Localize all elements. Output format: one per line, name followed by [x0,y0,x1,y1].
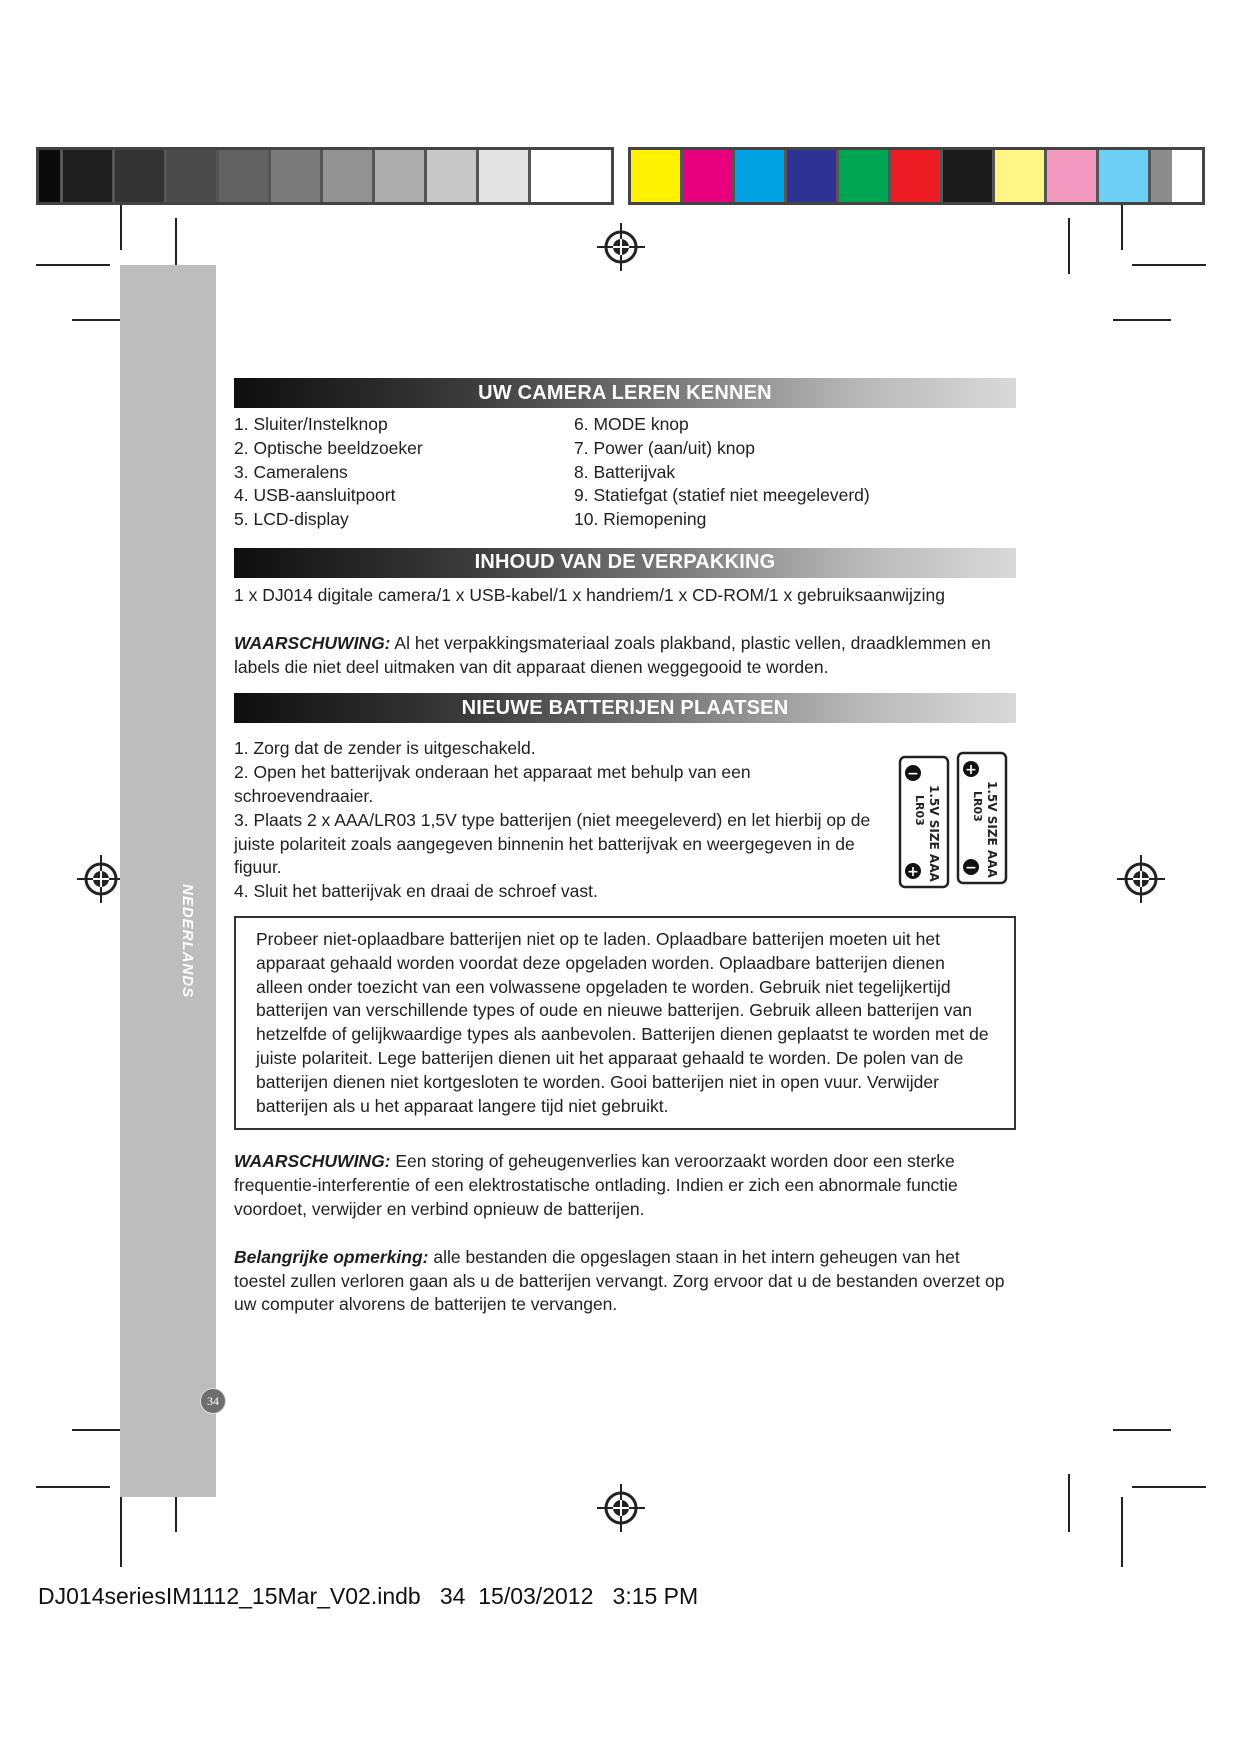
main-content [234,378,1016,1317]
gray-swatch [219,150,271,202]
plus-symbol: + [965,762,977,779]
section-header-batteries: NIEUWE BATTERIJEN PLAATSEN [234,693,1016,723]
camera-parts-list [234,413,1016,532]
package-contents: 1 x DJ014 digitale camera/1 x USB-kabel/1 x handriem/1 x CD-ROM/1 x gebruiksaanwijzing [234,584,945,605]
crop-mark [36,1486,110,1488]
page-sidebar [120,265,216,1497]
green-swatch [839,150,891,202]
important-note [234,1246,1016,1317]
plus-symbol: + [907,864,919,881]
crop-mark [1121,205,1123,250]
black-swatch [943,150,995,202]
battery-step: 2. Open het batterijvak onderaan het apparaat met behulp van een schroevendraaier. [234,762,751,806]
list-item: 9. Statiefgat (statief niet meegeleverd) [574,485,870,506]
list-item: 1. Sluiter/Instelknop [234,414,388,434]
package-warning [234,632,1016,680]
battery-instructions [234,737,1016,904]
parts-list-left [234,413,574,532]
battery-left [900,757,948,887]
gray-swatch [271,150,323,202]
yellow-swatch [631,150,683,202]
notice-text: Probeer niet-oplaadbare batterijen niet op te laden. Oplaadbare batterijen moeten uit het apparaat gehaald worden voordat deze opgeladen worden. Oplaadbare batterijen dienen alleen onder toezicht van een volwassene opgeladen te worden. Gebruik niet tegelijkertijd batterijen van verschillende types of oude en nieuwe batterijen. Gebruik alleen batterijen van hetzelfde of gelijkwaardige types als aanbevolen. Batterijen dienen geplaatst te worden met de juiste polariteit. Lege batterijen dienen uit het apparaat gehaald te worden. De polen van de batterijen dienen niet kortgesloten te worden. Gooi batterijen niet in open vuur. Verwijder batterijen als u het apparaat langere tijd niet gebruikt. [256,928,989,1116]
gray-swatch [479,150,531,202]
battery-step: 4. Sluit het batterijvak en draai de schroef vast. [234,881,598,902]
list-item: 3. Cameralens [234,461,348,482]
cyan-swatch [735,150,787,202]
gray-swatch [63,150,115,202]
crop-mark [1113,319,1171,321]
crop-mark [120,205,122,250]
crop-mark [1068,1474,1070,1532]
minus-symbol: − [907,766,919,783]
list-item: 4. USB-aansluitpoort [234,485,396,506]
light-yellow-swatch [995,150,1047,202]
gray-swatch [1151,150,1172,202]
battery-right [958,753,1006,883]
battery-step: 1. Zorg dat de zender is uitgeschakeld. [234,738,536,759]
gray-swatch [167,150,219,202]
battery-type-label: LR03 [913,795,926,827]
magenta-swatch [683,150,735,202]
crop-mark [1113,1429,1171,1431]
grayscale-color-bar [36,147,614,205]
gray-swatch [323,150,375,202]
parts-list-right [574,413,1016,532]
warning-text: Een storing of geheugenverlies kan veroorzaakt worden door een sterke frequentie-interferentie of een elektrostatische ontlading. Indien er zich een abnormale functie voordoet, verwijder en verbind opnieuw de batterijen. [234,1151,958,1219]
battery-steps [234,737,874,904]
minus-symbol: − [965,860,977,877]
crop-mark [36,264,110,266]
interference-warning [234,1150,1016,1221]
gray-swatch [115,150,167,202]
list-item: 8. Batterijvak [574,461,676,482]
page-number: 34 [200,1388,226,1414]
registration-mark-icon [1117,855,1165,903]
list-item: 7. Power (aan/uit) knop [574,437,755,458]
list-item: 6. MODE knop [574,414,689,434]
battery-diagram [894,751,1014,901]
list-item: 5. LCD-display [234,509,349,530]
battery-step: 3. Plaats 2 x AAA/LR03 1,5V type batterijen (niet meegeleverd) en let hierbij op de juiste polariteit zoals aangegeven binnenin het batterijvak en weergegeven in de figuur. [234,809,871,878]
registration-mark-icon [77,855,125,903]
red-swatch [891,150,943,202]
warning-text: Al het verpakkingsmateriaal zoals plakband, plastic vellen, draadklemmen en labels die niet deel uitmaken van dit apparaat dienen weggegooid te worden. [234,632,991,677]
print-slug: DJ014seriesIM1112_15Mar_V02.indb 34 15/03/2012 3:15 PM [38,1583,699,1609]
battery-safety-notice [234,916,1016,1130]
list-item: 10. Riemopening [574,509,707,530]
battery-type-label: LR03 [971,791,984,823]
warning-label: WAARSCHUWING: [234,1151,391,1172]
blue-swatch [787,150,839,202]
process-color-bar [628,147,1205,205]
gray-swatch [39,150,63,202]
gray-swatch [531,150,585,202]
crop-mark [1132,1486,1206,1488]
pink-swatch [1047,150,1099,202]
gray-swatch [427,150,479,202]
crop-mark [1132,264,1206,266]
crop-mark [1121,1497,1123,1567]
light-cyan-swatch [1099,150,1151,202]
crop-mark [120,1497,122,1567]
note-text: alle bestanden die opgeslagen staan in het intern geheugen van het toestel zullen verloren gaan als u de batterijen vervangt. Zorg ervoor dat u de bestanden overzet op uw computer alvorens de batterijen te vervangen. [234,1246,1005,1315]
registration-mark-icon [597,223,645,271]
language-label: NEDERLANDS [179,884,196,999]
battery-size-label: 1.5V SIZE AAA [927,785,941,883]
section-header-package: INHOUD VAN DE VERPAKKING [234,548,1016,578]
warning-label: WAARSCHUWING: [234,632,391,653]
gray-swatch [375,150,427,202]
battery-size-label: 1.5V SIZE AAA [985,781,999,879]
section-header-camera: UW CAMERA LEREN KENNEN [234,378,1016,408]
crop-mark [1068,218,1070,274]
registration-mark-icon [597,1484,645,1532]
list-item: 2. Optische beeldzoeker [234,437,423,458]
note-label: Belangrijke opmerking: [234,1246,429,1267]
